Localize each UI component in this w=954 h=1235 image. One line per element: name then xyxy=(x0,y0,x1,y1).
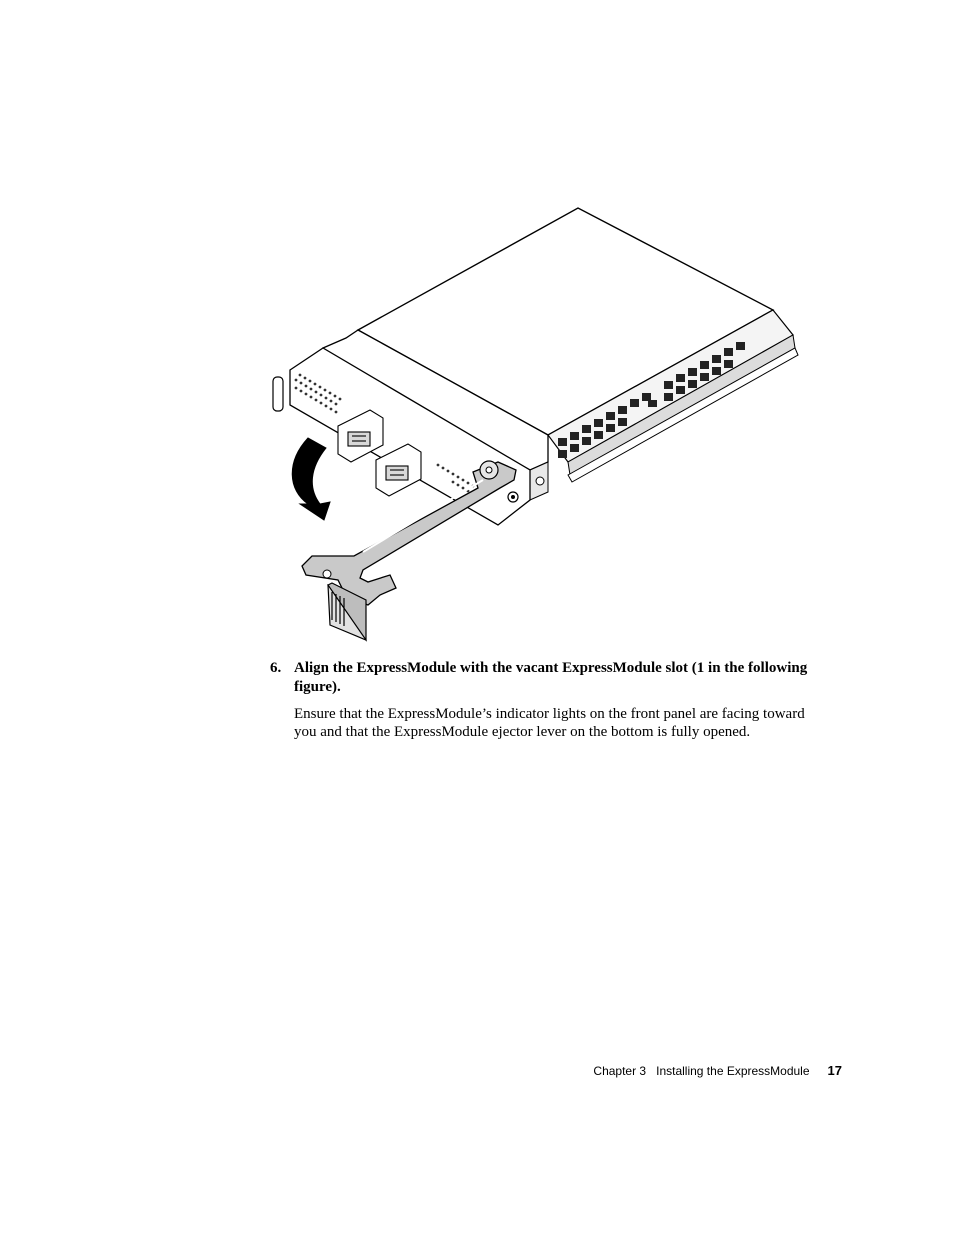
page-number: 17 xyxy=(827,1063,842,1078)
footer-chapter-title: Installing the ExpressModule xyxy=(656,1064,810,1078)
rotation-arrow-icon xyxy=(292,438,330,520)
page-footer xyxy=(560,1063,842,1078)
indicator-led xyxy=(536,477,544,485)
front-handle-tab xyxy=(273,377,283,411)
step-number: 6. xyxy=(270,660,282,676)
expressmodule-ejector-illustration xyxy=(268,200,808,650)
step-title: Align the ExpressModule with the vacant ExpressModule slot (1 in the following figure). xyxy=(294,660,808,695)
illustration-svg xyxy=(268,200,808,650)
step-heading xyxy=(270,659,830,697)
footer-chapter: Chapter 3 xyxy=(593,1064,647,1078)
step-body: Ensure that the ExpressModule’s indicator lights on the front panel are facing toward you and that the ExpressModule ejector lever on the bottom is fully opened. xyxy=(294,706,805,740)
step-6 xyxy=(270,659,830,741)
